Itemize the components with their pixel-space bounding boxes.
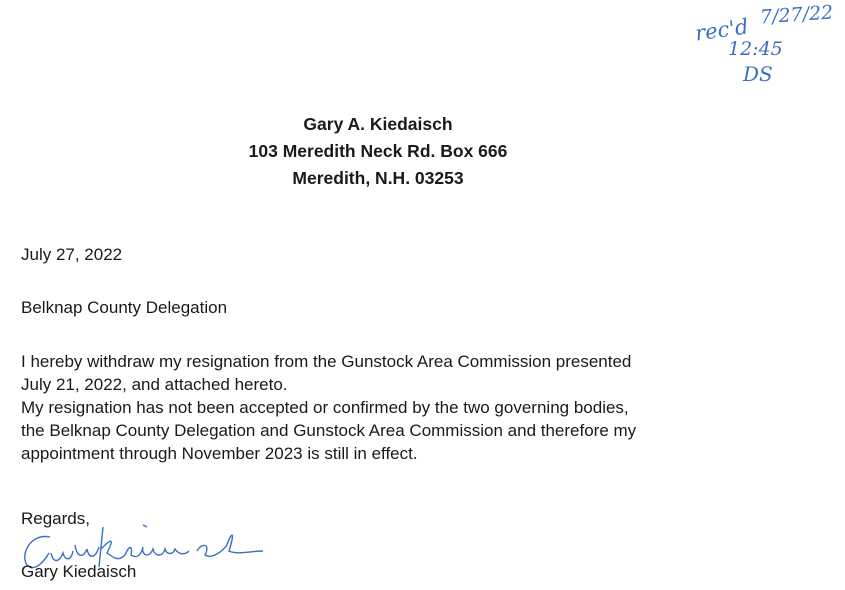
- letterhead-address-2: Meredith, N.H. 03253: [292, 168, 464, 188]
- recipient: Belknap County Delegation: [21, 298, 228, 317]
- body-line: I hereby withdraw my resignation from the Gunstock Area Commission presented: [21, 352, 632, 371]
- letterhead-address-1: 103 Meredith Neck Rd. Box 666: [248, 141, 508, 161]
- letter-date: July 27, 2022: [21, 245, 123, 264]
- body-line: July 21, 2022, and attached hereto.: [21, 375, 288, 394]
- signature-name: Gary Kiedaisch: [21, 562, 137, 581]
- body-line: My resignation has not been accepted or confirmed by the two governing bodies,: [21, 398, 629, 417]
- letterhead-name: Gary A. Kiedaisch: [303, 114, 453, 134]
- received-label: rec'd: [693, 14, 750, 46]
- received-date: 7/27/22: [759, 1, 834, 29]
- body-line: appointment through November 2023 is still in effect.: [21, 444, 418, 463]
- received-initials: DS: [743, 62, 773, 86]
- closing: Regards,: [21, 509, 90, 528]
- received-time: 12:45: [728, 38, 783, 60]
- body-line: the Belknap County Delegation and Gunstock Area Commission and therefore my: [21, 421, 637, 440]
